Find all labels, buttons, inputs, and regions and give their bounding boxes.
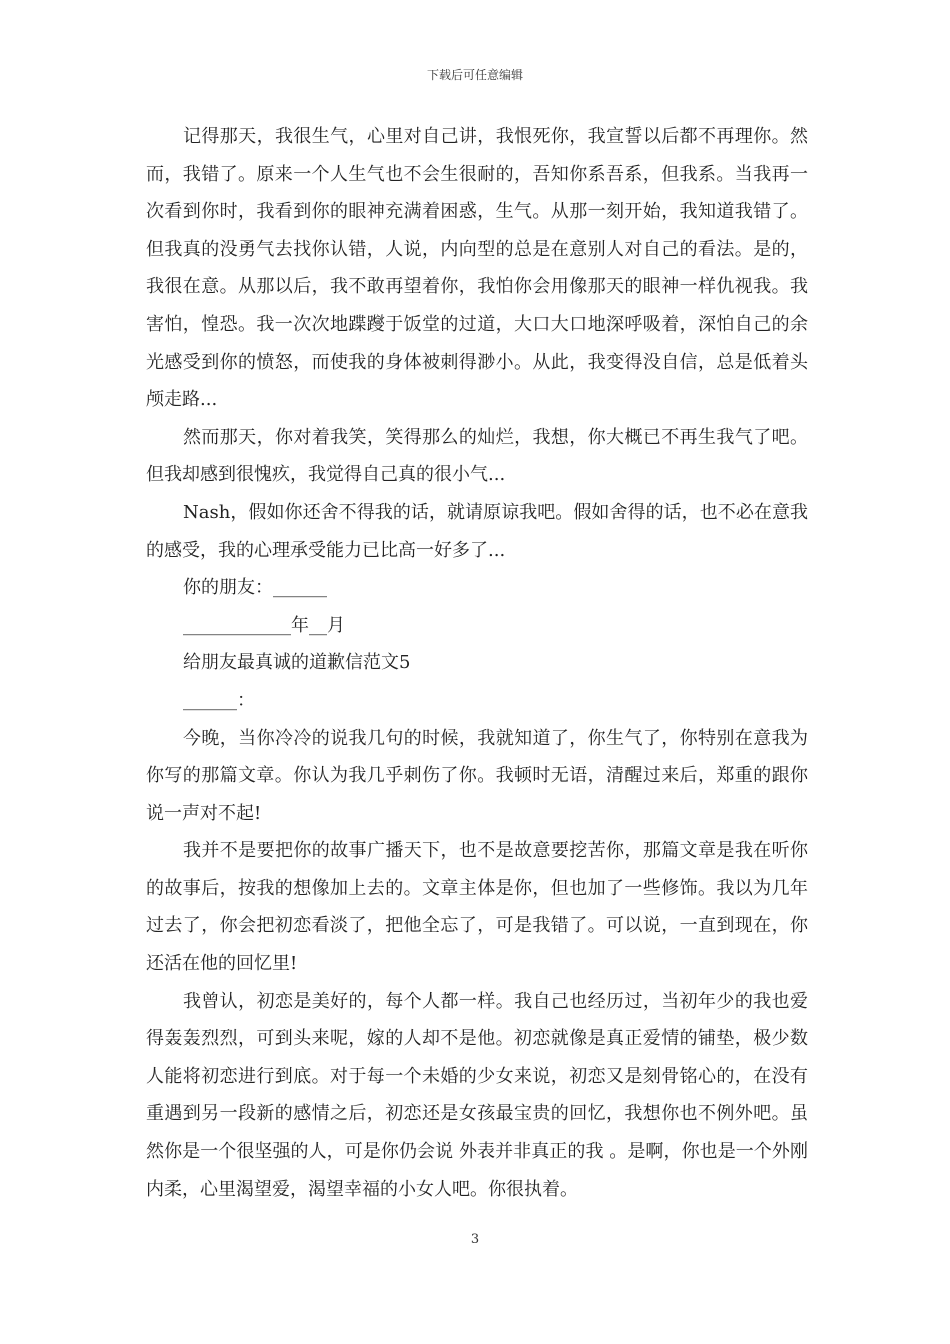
section-title: 给朋友最真诚的道歉信范文5 [183, 652, 411, 674]
salutation: ______： [183, 689, 255, 711]
paragraph: Nash，假如你还舍不得我的话，就请原谅我吧。假如舍得的话，也不必在意我的感受，我的心理承受能力已比高一好多了... [146, 501, 808, 561]
document-body [146, 118, 808, 1208]
date-line: ____________年__月 [183, 614, 345, 636]
page-header: 下载后可任意编辑 [426, 68, 523, 82]
page-number: 3 [470, 1232, 480, 1247]
paragraph: 然而那天，你对着我笑，笑得那么的灿烂，我想，你大概已不再生我气了吧。但我却感到很愧疚，我觉得自己真的很小气... [146, 426, 808, 486]
paragraph: 我并不是要把你的故事广播天下，也不是故意要挖苦你，那篇文章是我在听你的故事后，按我的想像加上去的。文章主体是你，但也加了一些修饰。我以为几年过去了，你会把初恋看淡了，把他全忘了，可是我错了。可以说，一直到现在，你还活在他的回忆里! [146, 840, 808, 975]
paragraph: 今晚，当你冷冷的说我几句的时候，我就知道了，你生气了，你特别在意我为你写的那篇文章。你认为我几乎刺伤了你。我顿时无语，清醒过来后，郑重的跟你说一声对不起! [146, 727, 808, 824]
signature-line: 你的朋友：______ [183, 577, 327, 599]
paragraph: 记得那天，我很生气，心里对自己讲，我恨死你，我宣誓以后都不再理你。然而，我错了。原来一个人生气也不会生很耐的，吾知你系吾系，但我系。当我再一次看到你时，我看到你的眼神充满着困惑，生气。从那一刻开始，我知道我错了。但我真的没勇气去找你认错，人说，内向型的总是在意别人对自己的看法。是的，我很在意。从那以后，我不敢再望着你，我怕你会用像那天的眼神一样仇视我。我害怕，惶恐。我一次次地蹀躞于饭堂的过道，大口大口地深呼吸着，深怕自己的余光感受到你的愤怒，而使我的身体被刺得渺小。从此，我变得没自信，总是低着头颅走路... [146, 126, 808, 411]
paragraph: 我曾认，初恋是美好的，每个人都一样。我自己也经历过，当初年少的我也爱得轰轰烈烈，可到头来呢，嫁的人却不是他。初恋就像是真正爱情的铺垫，极少数人能将初恋进行到底。对于每一个未婚的少女来说，初恋又是刻骨铭心的，在没有重遇到另一段新的感情之后，初恋还是女孩最宝贵的回忆，我想你也不例外吧。虽然你是一个很坚强的人，可是你仍会说 外表并非真正的我 。是啊，你也是一个外刚内柔，心里渴望爱，渴望幸福的小女人吧。你很执着。 [146, 990, 808, 1200]
